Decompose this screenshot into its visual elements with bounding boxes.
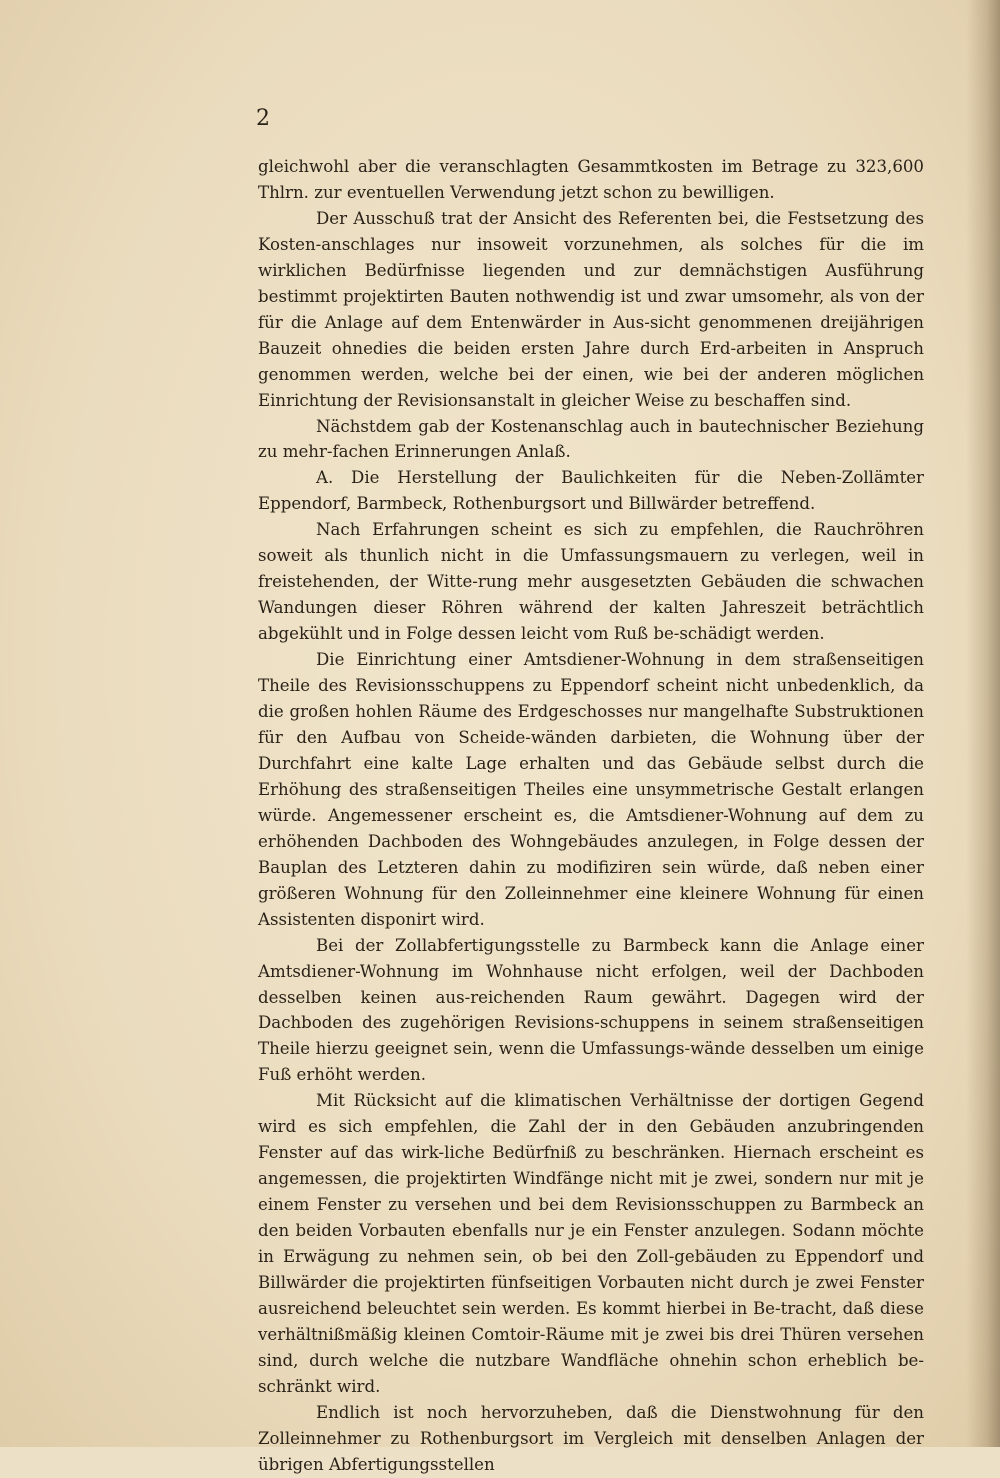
paragraph: Endlich ist noch hervorzuheben, daß die Dienstwohnung für den Zolleinnehmer zu Rothenburgsort im Vergleich mit denselben Anlagen der übrigen Abfertigungsstellen [258, 1402, 924, 1474]
section-heading: A. Die Herstellung der Baulichkeiten für die Neben-Zollämter Eppendorf, Barmbeck, Rothenburgsort und Billwärder betreffend. [258, 468, 924, 514]
paragraph: gleichwohl aber die veranschlagten Gesammtkosten im Betrage zu 323,600 Thlrn. zur eventuellen Verwendung jetzt schon zu bewilligen. [258, 157, 924, 202]
page-edge-shadow [966, 0, 1000, 1447]
paragraph: Die Einrichtung einer Amtsdiener-Wohnung in dem straßenseitigen Theile des Revisionsschuppens zu Eppendorf scheint nicht unbedenklich, da die großen hohlen Räume des Erdgeschosses nur mangelhafte Substruktionen für den Aufbau von Scheide-wänden darbieten, die Wohnung über der Durchfahrt eine kalte Lage erhalten und das Gebäude selbst durch die Erhöhung des straßenseitigen Theiles eine unsymmetrische Gestalt erlangen würde. Angemessener erscheint es, die Amtsdiener-Wohnung auf dem zu erhöhenden Dachboden des Wohngebäudes anzulegen, in Folge dessen der Bauplan des Letzteren dahin zu modifiziren sein würde, daß neben einer größeren Wohnung für den Zolleinnehmer eine kleinere Wohnung für einen Assistenten disponirt wird. [258, 650, 924, 929]
page-number: 2 [256, 106, 270, 131]
paragraph: Bei der Zollabfertigungsstelle zu Barmbeck kann die Anlage einer Amtsdiener-Wohnung im Wohnhause nicht erfolgen, weil der Dachboden desselben keinen aus-reichenden Raum gewährt. Dagegen wird der Dachboden des zugehörigen Revisions-schuppens in seinem straßenseitigen Theile hierzu geeignet sein, wenn die Umfassungs-wände desselben um einige Fuß erhöht werden. [258, 935, 924, 1085]
paragraph: Mit Rücksicht auf die klimatischen Verhältnisse der dortigen Gegend wird es sich empfehlen, die Zahl der in den Gebäuden anzubringenden Fenster auf das wirk-liche Bedürfniß zu beschränken. Hiernach erscheint es angemessen, die projektirten Windfänge nicht mit je zwei, sondern nur mit je einem Fenster zu versehen und bei dem Revisionsschuppen zu Barmbeck an den beiden Vorbauten ebenfalls nur je ein Fenster anzulegen. Sodann möchte in Erwägung zu nehmen sein, ob bei den Zoll-gebäuden zu Eppendorf und Billwärder die projektirten fünfseitigen Vorbauten nicht durch je zwei Fenster ausreichend beleuchtet sein werden. Es kommt hierbei in Be-tracht, daß diese verhältnißmäßig kleinen Comtoir-Räume mit je zwei bis drei Thüren versehen sind, durch welche die nutzbare Wandfläche ohnehin schon erheblich be-schränkt wird. [258, 1091, 924, 1396]
paragraph: Der Ausschuß trat der Ansicht des Referenten bei, die Festsetzung des Kosten-anschlages nur insoweit vorzunehmen, als solches für die im wirklichen Bedürfnisse liegenden und zur demnächstigen Ausführung bestimmt projektirten Bauten nothwendig ist und zwar umsomehr, als von der für die Anlage auf dem Entenwärder in Aus-sicht genommenen dreijährigen Bauzeit ohnedies die beiden ersten Jahre durch Erd-arbeiten in Anspruch genommen werden, welche bei der einen, wie bei der anderen möglichen Einrichtung der Revisionsanstalt in gleicher Weise zu beschaffen sind. [258, 208, 924, 410]
body-text [258, 154, 924, 1478]
paragraph: Nächstdem gab der Kostenanschlag auch in bautechnischer Beziehung zu mehr-fachen Erinnerungen Anlaß. [258, 416, 924, 462]
paragraph: Nach Erfahrungen scheint es sich zu empfehlen, die Rauchröhren soweit als thunlich nicht in die Umfassungsmauern zu verlegen, weil in freistehenden, der Witte-rung mehr ausgesetzten Gebäuden die schwachen Wandungen dieser Röhren während der kalten Jahreszeit beträchtlich abgekühlt und in Folge dessen leicht vom Ruß be-schädigt werden. [258, 520, 924, 644]
